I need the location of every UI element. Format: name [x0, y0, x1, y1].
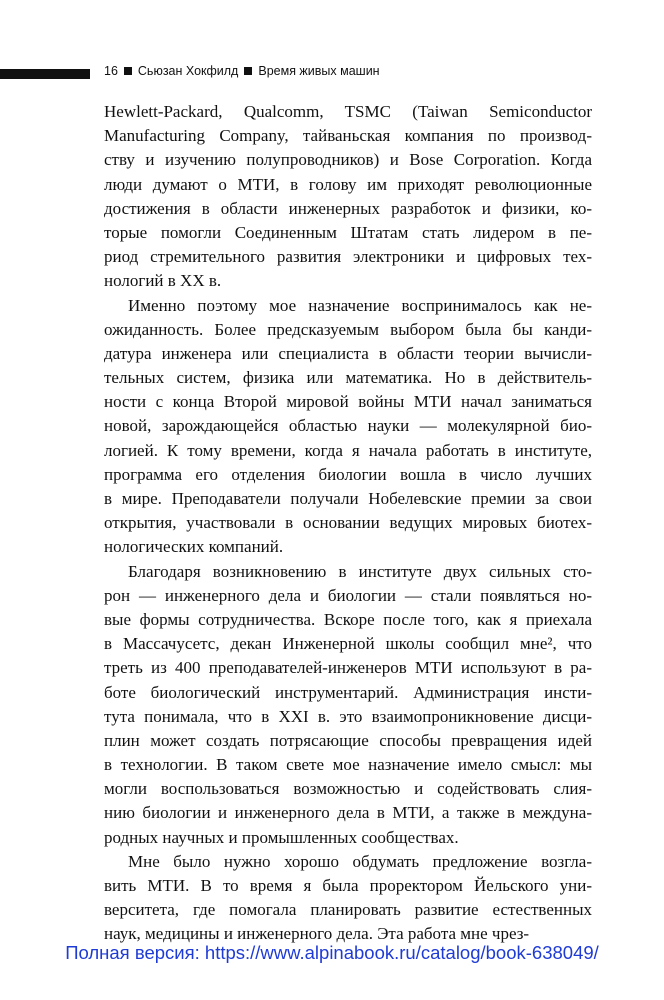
- text-line: рон — инженерного дела и биологии — стали появляться но-: [104, 585, 592, 605]
- text-line: в мире. Преподаватели получали Нобелевские премии за свои: [104, 489, 592, 508]
- text-line: тута понимала, что в XXI в. это взаимопроникновение дисци-: [104, 706, 592, 726]
- header-book-title: Время живых машин: [258, 64, 380, 78]
- text-line: ожиданность. Более предсказуемым выбором была бы канди-: [104, 319, 592, 339]
- text-line: нологических компаний.: [104, 537, 284, 557]
- text-line: новой, зарождающейся областью науки — молекулярной био-: [104, 416, 592, 436]
- text-line: нологий в XX в.: [104, 271, 222, 291]
- paragraph: [104, 850, 592, 947]
- text-line: в Массачусетс, декан Инженерной школы сообщил мне², что: [104, 634, 592, 654]
- text-line: вые формы сотрудничества. Вскоре после того, как я приехала: [104, 609, 592, 629]
- text-line: боте биологический инструментарий. Администрация инсти-: [104, 682, 592, 702]
- text-line: вить МТИ. В то время я была проректором Йельского уни-: [104, 876, 592, 895]
- text-line: достижения в области инженерных разработок и физики, ко-: [104, 198, 592, 218]
- paragraph: [104, 560, 592, 850]
- text-line: ству и изучению полупроводников) и Bose Corporation. Когда: [104, 150, 592, 170]
- text-line: могли воспользоваться возможностью и содействовать слия-: [104, 779, 592, 799]
- text-line: датура инженера или специалиста в области теории вычисли-: [104, 343, 592, 363]
- text-line: риод стремительного развития электроники и цифровых тех-: [104, 247, 592, 267]
- paragraph: [104, 294, 592, 560]
- text-line: люди думают о МТИ, в голову им приходят революционные: [104, 174, 592, 194]
- body-text: [104, 100, 592, 947]
- text-line: открытия, участвовали в основании ведущих мировых биотех-: [104, 513, 592, 533]
- text-line: Мне было нужно хорошо обдумать предложение возгла-: [128, 851, 592, 871]
- separator-square-icon: [124, 67, 132, 75]
- separator-square-icon: [244, 67, 252, 75]
- text-line: наук, медицины и инженерного дела. Эта работа мне чрез-: [104, 924, 530, 944]
- text-line: плин может создать потрясающие способы превращения идей: [104, 730, 592, 750]
- text-line: торые помогли Соединенным Штатам стать лидером в пе-: [104, 222, 592, 242]
- full-version-link[interactable]: [0, 942, 664, 964]
- text-line: Manufacturing Company, тайваньская компания по производ-: [104, 126, 592, 146]
- text-line: треть из 400 преподавателей-инженеров МТИ используют в ра-: [104, 658, 592, 678]
- text-line: Благодаря возникновению в институте двух сильных сто-: [128, 561, 592, 581]
- text-line: родных научных и промышленных сообществах.: [104, 827, 459, 847]
- page-number: 16: [104, 64, 118, 78]
- paragraph: [104, 100, 592, 294]
- text-line: программа его отделения биологии вошла в число лучших: [104, 464, 592, 484]
- text-line: ности с конца Второй мировой войны МТИ начал заниматься: [104, 392, 592, 412]
- header-author: Сьюзан Хокфилд: [137, 64, 239, 78]
- full-version-link-text[interactable]: Полная версия: https://www.alpinabook.ru/catalog/book-638049/: [65, 942, 599, 963]
- text-line: нию биологии и инженерного дела в МТИ, а также в междуна-: [104, 803, 592, 823]
- text-line: Именно поэтому мое назначение воспринималось как не-: [128, 295, 592, 315]
- text-line: тельных систем, физика или математика. Но в действитель-: [104, 368, 592, 388]
- text-line: логией. К тому времени, когда я начала работать в институте,: [104, 440, 592, 460]
- text-line: Hewlett-Packard, Qualcomm, TSMC (Taiwan Semiconductor: [104, 102, 592, 121]
- text-line: верситета, где помогала планировать развитие естественных: [104, 900, 592, 920]
- header-decorative-bar: [0, 69, 90, 79]
- text-line: в технологии. В таком свете мое назначение имело смысл: мы: [104, 755, 592, 775]
- running-header: [104, 64, 380, 78]
